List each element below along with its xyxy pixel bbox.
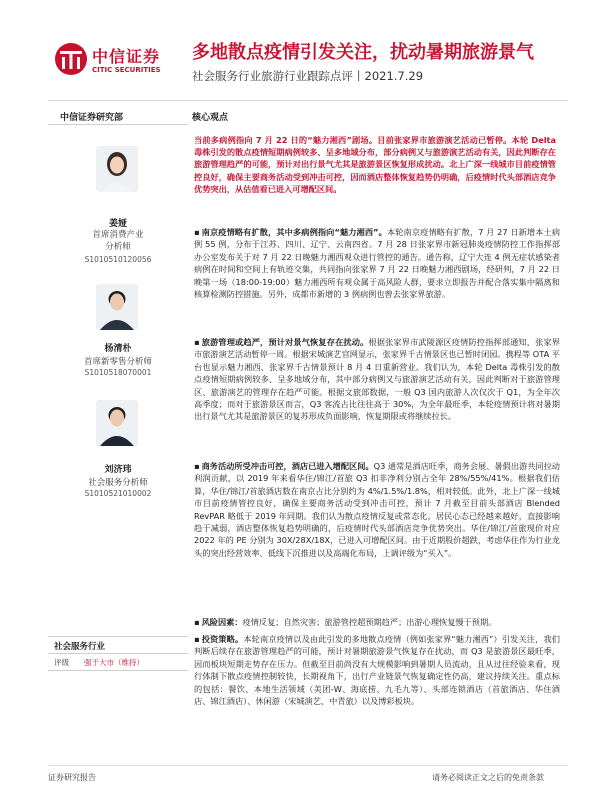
brand-name-en: CITIC SECURITIES	[92, 66, 161, 74]
analyst-name: 杨清朴	[104, 344, 132, 354]
research-team-title: 中信证券研究部	[60, 113, 124, 123]
rating-label: 评级	[54, 658, 69, 667]
analyst-id: S1010518070001	[84, 368, 152, 377]
avatar-analyst-1	[96, 146, 138, 192]
paragraph-tourism-management: ▪ 旅游管理或趋严，预计对景气恢复存在扰动。根据张家界市武陵源区疫情防控指挥部通知，张家界市旅游演艺活动暂停一周。根据宋城演艺官网显示，张家界千古情景区也已暂时闭园。携程等 OTA 平台也显示魅力湘西、张家界千古情景预计 8 月 4 日重新营业。我们认为，本轮 Delta 毒株引发的散点疫情短期病例较多、呈多地域分布，其中部分病例又与旅游演艺活动有关，因此判断对于旅游管理区、旅游演艺的管理存在趋严可能。根据文旅部数据，一般 Q3 国内旅游人次仅次于 Q1，为全年次高季度；而对于旅游景区而言，Q3 客流占比往往高于 30%，为全年最旺季，本轮疫情预计将对暑期出行景气尤其是旅游景区的复苏形成负面影响，恢复期限或将继续拉长。	[194, 337, 560, 422]
person-icon	[96, 400, 138, 446]
paragraph-risk-factors: ▪ 风险因素：疫情反复；自然灾害；旅游管控超预期趋严；出游心理恢复慢于预期。	[194, 617, 497, 627]
square-bullet-icon: ▪	[194, 634, 200, 644]
rating-value: 强于大市（维持）	[84, 658, 144, 667]
analyst-role: 首席消费产业 分析师	[92, 230, 144, 252]
brand-name: 中信证券	[92, 47, 161, 66]
avatar-analyst-2	[96, 284, 138, 330]
footer-divider	[48, 765, 568, 766]
square-bullet-icon: ▪	[194, 227, 200, 237]
analyst-id: S1010521010002	[84, 489, 152, 498]
sidebar-divider	[48, 670, 188, 671]
square-bullet-icon: ▪	[194, 337, 200, 347]
paragraph-business-hotels: ▪ 商务活动所受冲击可控，酒店已进入增配区间。Q3 通常是酒店旺季，商务会展、暑假出游共同拉动利润贡献，以 2019 年来看华住/锦江/首旅 Q3 扣非净利分别占全年 28%/55%/41%。根据我们估算，华住/锦江/首旅酒店数在南京占比分别约为 4%/1.5%/1.8%，相对较低。此外，北上广深一线城市目前疫情管控良好，确保主要商务活动受到冲击可控，预计 7 月截至目前头部酒店 Blended RevPAR 略低于 2019 年同期。我们认为散点疫情反复或常态化，居民心态已经越来越好，直接影响趋于减弱，酒店整体恢复趋势明确的，后疫情时代头部酒店竞争优势突出。华住/锦江/首旅现价对应 2022 年的 PE 分别为 30X/28X/18X，已进入可增配区间。由于近期股价超跌，考虑华住作为行业龙头的突出经营效率、低线下沉推进以及高端化布局，上调评级为“买入”。	[194, 461, 560, 558]
square-bullet-icon: ▪	[194, 617, 200, 627]
footer-label: 证券研究报告	[48, 773, 96, 782]
sidebar-divider	[48, 124, 188, 125]
rating-section-title: 社会服务行业	[54, 642, 106, 652]
paragraph-investment-strategy: ▪ 投资策略。本轮南京疫情以及由此引发的多地散点疫情（例如张家界“魅力湘西”）引发关注，我们判断后续存在旅游管理趋严的可能，预计对暑期旅游景气恢复存在扰动，而 Q3 是旅游景区最旺季，因而板块短期走势存在压力。但截至目前尚没有大规模影响到暑期人员流动，且从过往经验来看，现行体制下散点疫情控制较快，长期视角下，出行产业链景气恢复确定性仍高，建议持续关注。重点标的包括：餐饮、本地生活领域（美团-W、海底捞、九毛九等）、头部连锁酒店（首旅酒店、华住酒店、锦江酒店）、休闲游（宋城演艺、中青旅）以及博彩板块。	[194, 634, 560, 707]
person-icon	[96, 146, 138, 192]
sidebar-divider	[48, 653, 188, 654]
key-view-summary: 当前多病例指向 7 月 22 日的“魅力湘西”剧场。目前张家界市旅游演艺活动已暂停。本轮 Delta 毒株引发的散点疫情短期病例较多、呈多地域分布，部分病例又与旅游演艺活动有关，因此判断存在旅游管理趋严的可能，预计对出行景气尤其是旅游景区恢复形成扰动。北上广深一线城市目前疫情管控良好，确保主要商务活动受到冲击可控，因而酒店整体恢复趋势仍明确，后疫情时代头部酒店竞争优势突出，从估值看已进入可增配区间。	[194, 135, 556, 194]
key-view-title: 核心观点	[192, 113, 229, 123]
person-icon	[96, 284, 138, 330]
avatar-analyst-3	[96, 400, 138, 446]
analyst-role: 社会服务分析师	[88, 478, 148, 488]
analyst-name: 刘济玮	[104, 465, 132, 475]
footer-disclaimer: 请务必阅读正文之后的免责条款	[432, 773, 544, 782]
analyst-name: 姜娅	[108, 219, 127, 229]
citic-logo-icon	[54, 42, 88, 76]
sidebar-divider	[48, 636, 188, 637]
analyst-role: 首席新零售分析师	[83, 357, 152, 367]
paragraph-nanjing-outbreak: ▪ 南京疫情略有扩散，其中多病例指向“魅力湘西”。本轮南京疫情略有扩散，7 月 27 日新增本土病例 55 例，分布于江苏、四川、辽宁、云南四省。7 月 28 日张家界市新冠肺炎疫情防控工作指挥部办公室发布关于对 7 月 22 日晚魅力湘西观众进行管控的通告。通告称，辽宁大连 4 例无症状感染者病例在时间和空间上有轨迹交集，共同指向张家界 7 月 22 日晚魅力湘西剧场，经研判，7 月 22 日晚第一场（18:00-19:00）魅力湘西所有观众属于高风险人群，要求立即报告并配合落实集中隔离和核算检测防控措施。另外，成都市新增的 3 例病例也曾去张家界旅游。	[194, 227, 561, 300]
square-bullet-icon: ▪	[194, 461, 200, 471]
header-divider	[48, 100, 568, 101]
report-subtitle: 社会服务行业旅游行业跟踪点评丨2021.7.29	[192, 69, 424, 83]
report-title: 多地散点疫情引发关注，扰动暑期旅游景气	[192, 42, 534, 63]
analyst-id: S1010510120056	[84, 255, 152, 264]
report-header	[0, 0, 600, 100]
